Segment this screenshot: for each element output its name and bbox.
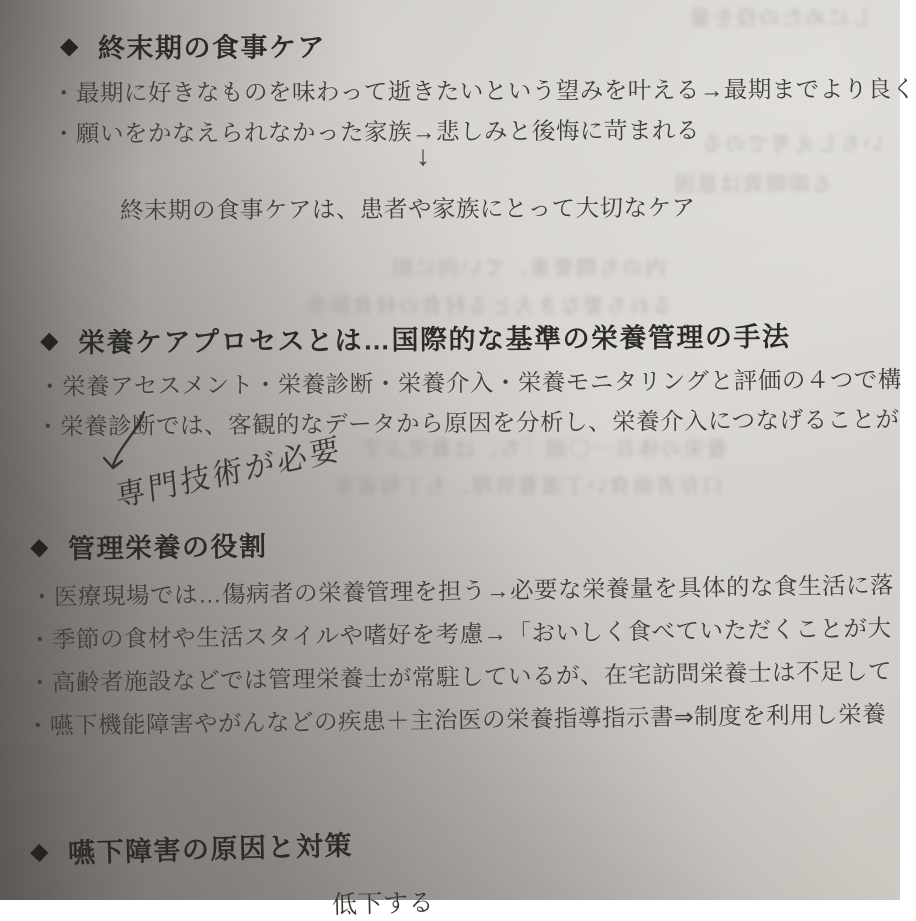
bleed-through-text: 養栄の体長一〇頭「ち、は養栄ぶ学 (360, 438, 728, 461)
bullet-line: ・医療現場では…傷病者の栄養管理を担う→必要な栄養量を具体的な食生活に落 (29, 571, 895, 611)
bullet-line: ・願いをかなえられなかった家族→悲しみと後悔に苛まれる (51, 117, 701, 147)
section-heading-nutrition-care-process (40, 315, 791, 361)
bullet-line: ・高齢者施設などでは管理栄養士が常駐しているが、在宅訪問栄養士は不足して (27, 657, 893, 697)
bullet-line: ・最期に好きなものを味わって逝きたいという望みを叶える→最期までより良く (51, 75, 916, 107)
diamond-bullet-icon: ◆ (59, 32, 81, 60)
bleed-through-text: しにめたの役を量 (688, 7, 872, 30)
bleed-through-text: る即間效は意図 (672, 173, 833, 196)
bleed-through-text: るれち要なき大とる村食の材食節季 (305, 295, 673, 318)
bullet-line: ・栄養診断では、客観的なデータから原因を分析し、栄養介入につなげることが (35, 406, 900, 440)
section-heading-label: 嚥下障害の原因と対策 (67, 830, 354, 869)
conclusion-line: 終末期の食事ケアは、患者や家族にとって大切なケア (119, 194, 696, 224)
bullet-line: ・季節の食材や生活スタイルや嗜好を考慮→「おいしく食べていただくことが大 (27, 614, 892, 654)
bleed-through-text: いちしえ考でのる (700, 133, 884, 156)
section-heading-dysphagia (30, 823, 354, 871)
partial-clipped-line: 低下する (331, 888, 435, 920)
bullet-line: ・栄養アセスメント・栄養診断・栄養介入・栄養モニタリングと評価の４つで構 (37, 366, 902, 400)
down-arrow: ↓ (416, 140, 430, 171)
diamond-bullet-icon: ◆ (39, 327, 61, 355)
bullet-line: ・嚥下機能障害やがんなどの疾患＋主治医の栄養指導指示書⇒制度を利用し栄養 (25, 700, 887, 740)
diamond-bullet-icon: ◆ (29, 837, 51, 866)
section-heading-label: 栄養ケアプロセスとは…国際的な基準の栄養管理の手法 (77, 321, 791, 358)
handwritten-note: 専門技術が必要 (114, 432, 344, 514)
bleed-through-text: 口存者面食い丁蛋養管理、も丁毎雀家 (332, 475, 723, 498)
section-heading-dietitian-role (30, 524, 268, 566)
bleed-through-text: 内のち間要重、てい向に胆 (390, 257, 666, 280)
section-heading-label: 終末期の食事ケア (97, 32, 327, 64)
section-heading-terminal-meal-care (60, 25, 326, 65)
section-heading-label: 管理栄養の役割 (67, 531, 268, 565)
diamond-bullet-icon: ◆ (29, 533, 51, 561)
